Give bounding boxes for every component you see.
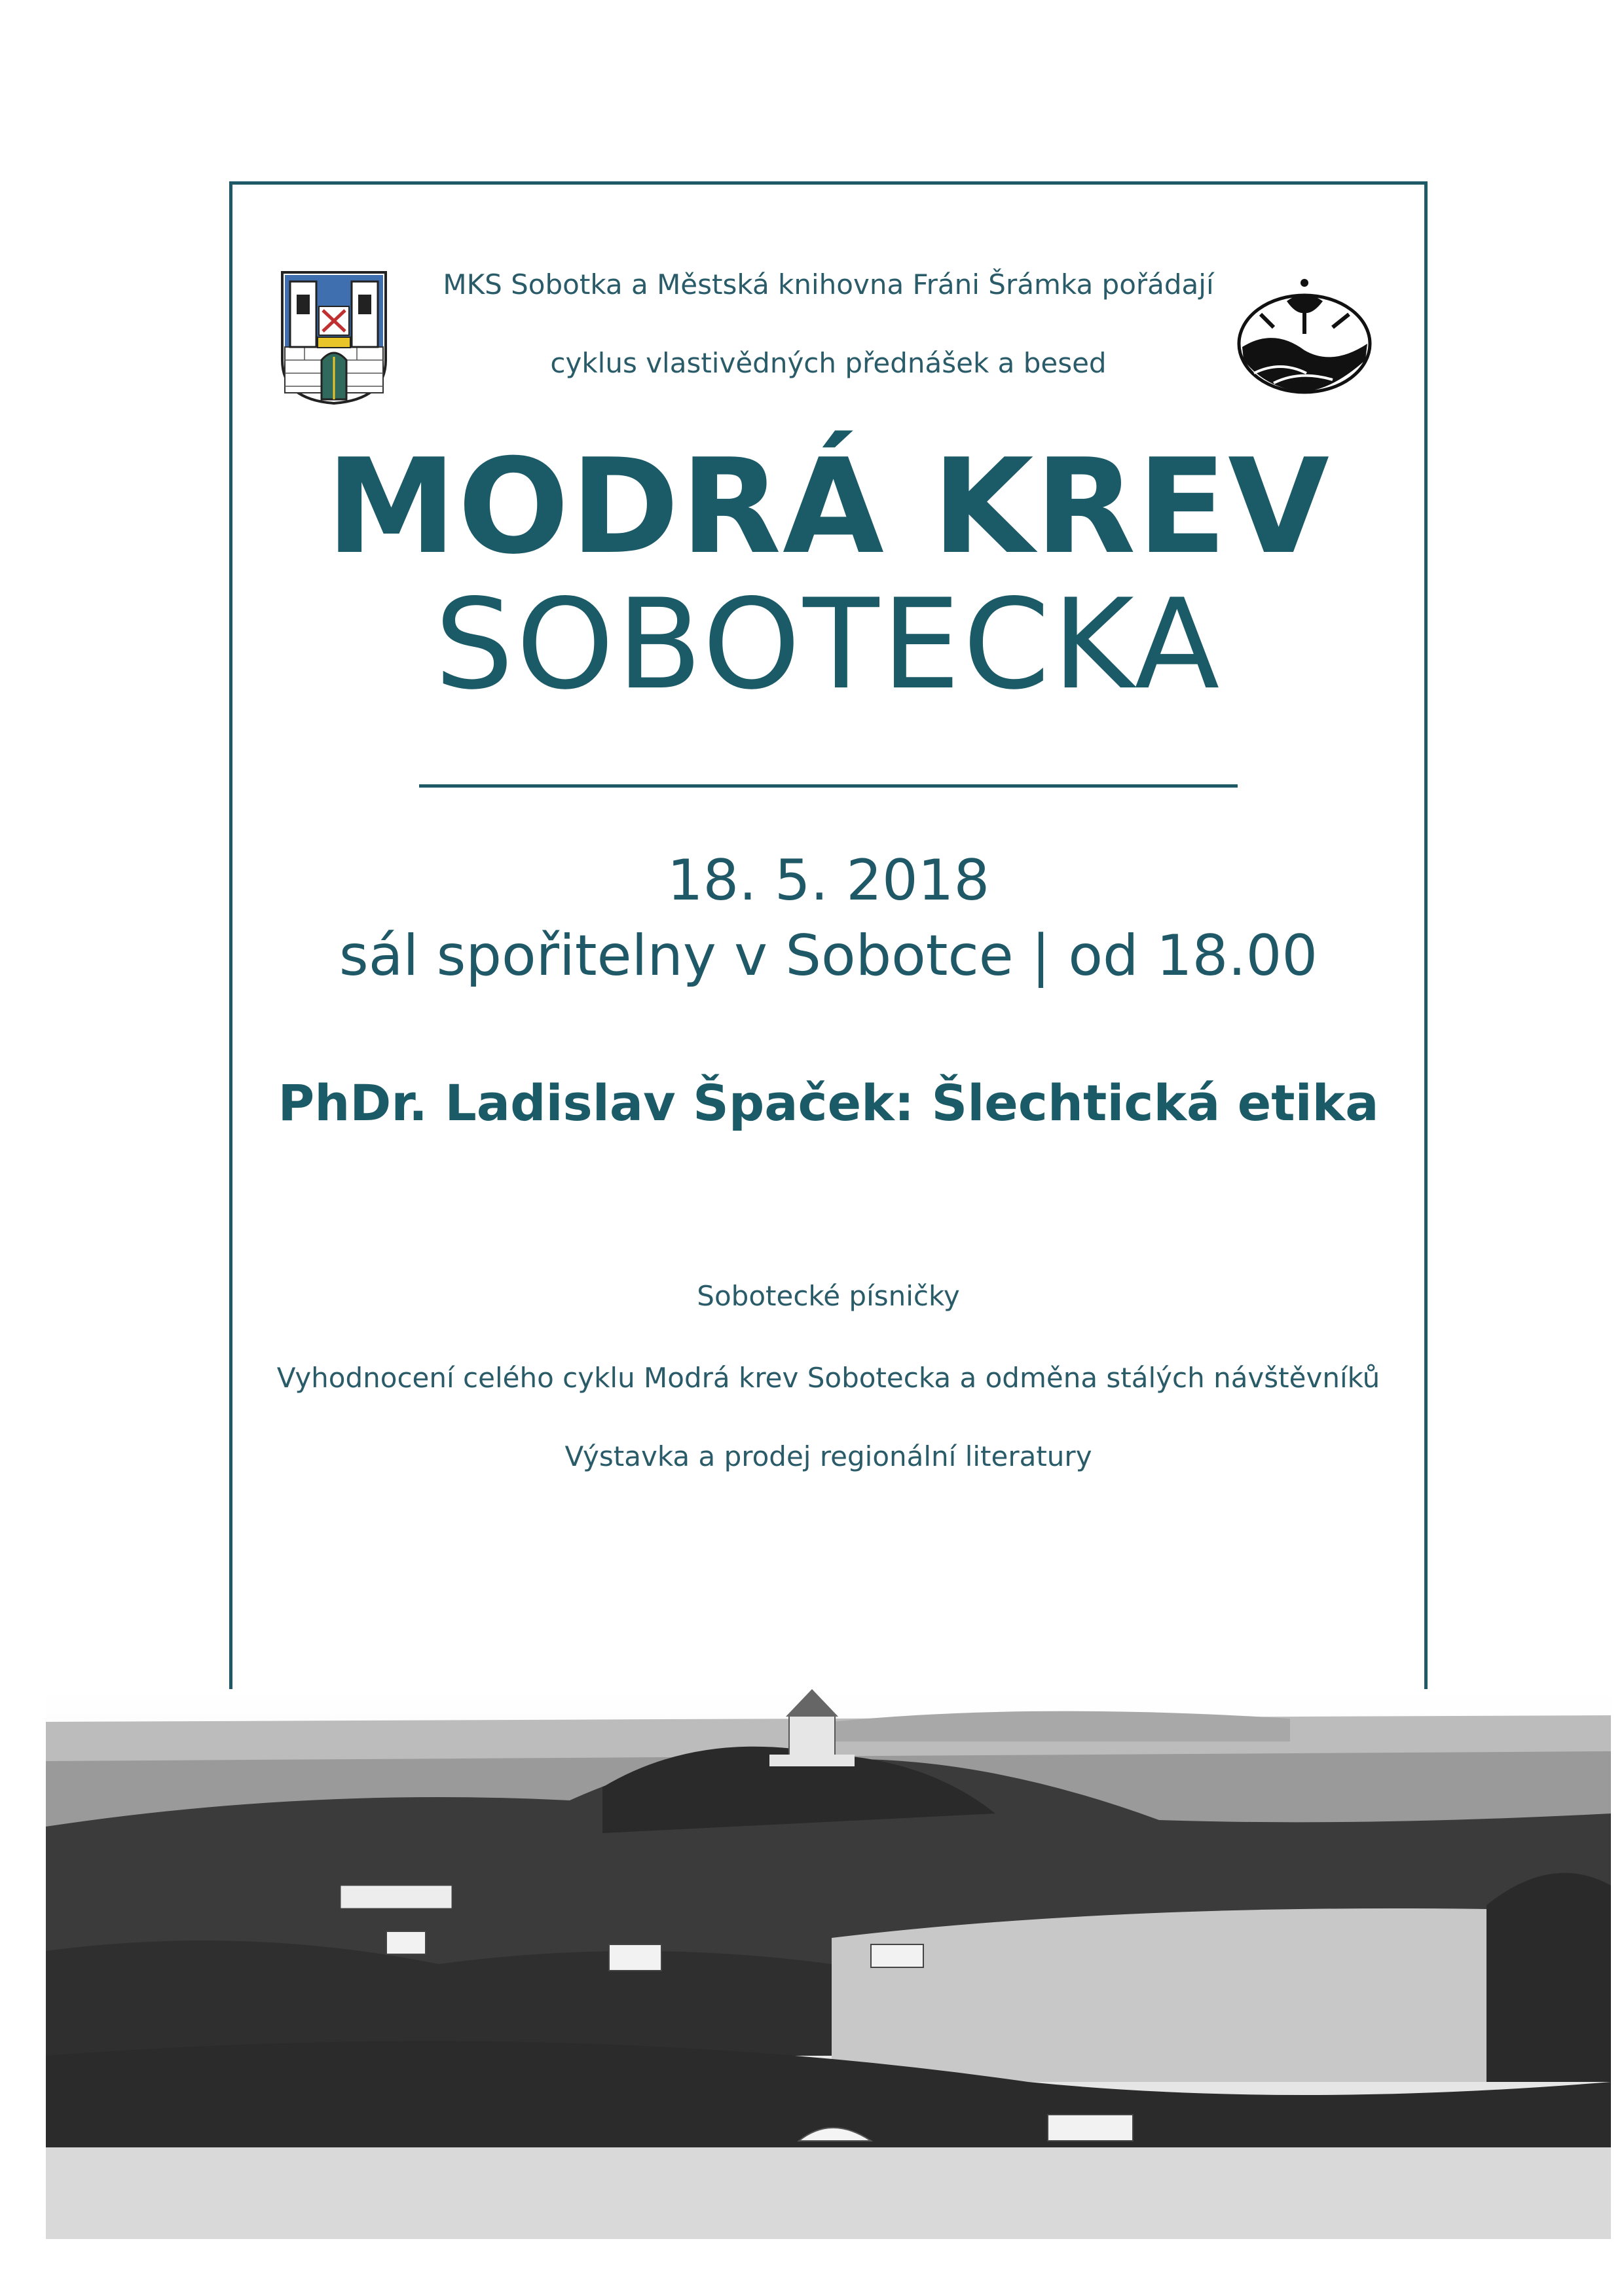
landscape-photo (46, 1689, 1611, 2239)
series-line: cyklus vlastivědných přednášek a besed (550, 347, 1107, 379)
organizer-line: MKS Sobotka a Městská knihovna Fráni Šrámka pořádají (443, 268, 1214, 301)
event-date: 18. 5. 2018 (667, 848, 990, 913)
program-item-evaluation: Vyhodnocení celého cyklu Modrá krev Sobotecka a odměna stálých návštěvníků (276, 1362, 1380, 1394)
lecture-title: PhDr. Ladislav Špaček: Šlechtická etika (278, 1074, 1379, 1132)
title-line-2: SOBOTECKA (434, 572, 1223, 717)
program-item-exhibition: Výstavka a prodej regionální literatury (564, 1440, 1092, 1472)
program-item-songs: Sobotecké písničky (697, 1280, 960, 1312)
divider-line (419, 784, 1238, 788)
title-line-1: MODRÁ KREV (326, 431, 1331, 583)
event-venue: sál spořitelny v Sobotce | od 18.00 (339, 923, 1318, 989)
